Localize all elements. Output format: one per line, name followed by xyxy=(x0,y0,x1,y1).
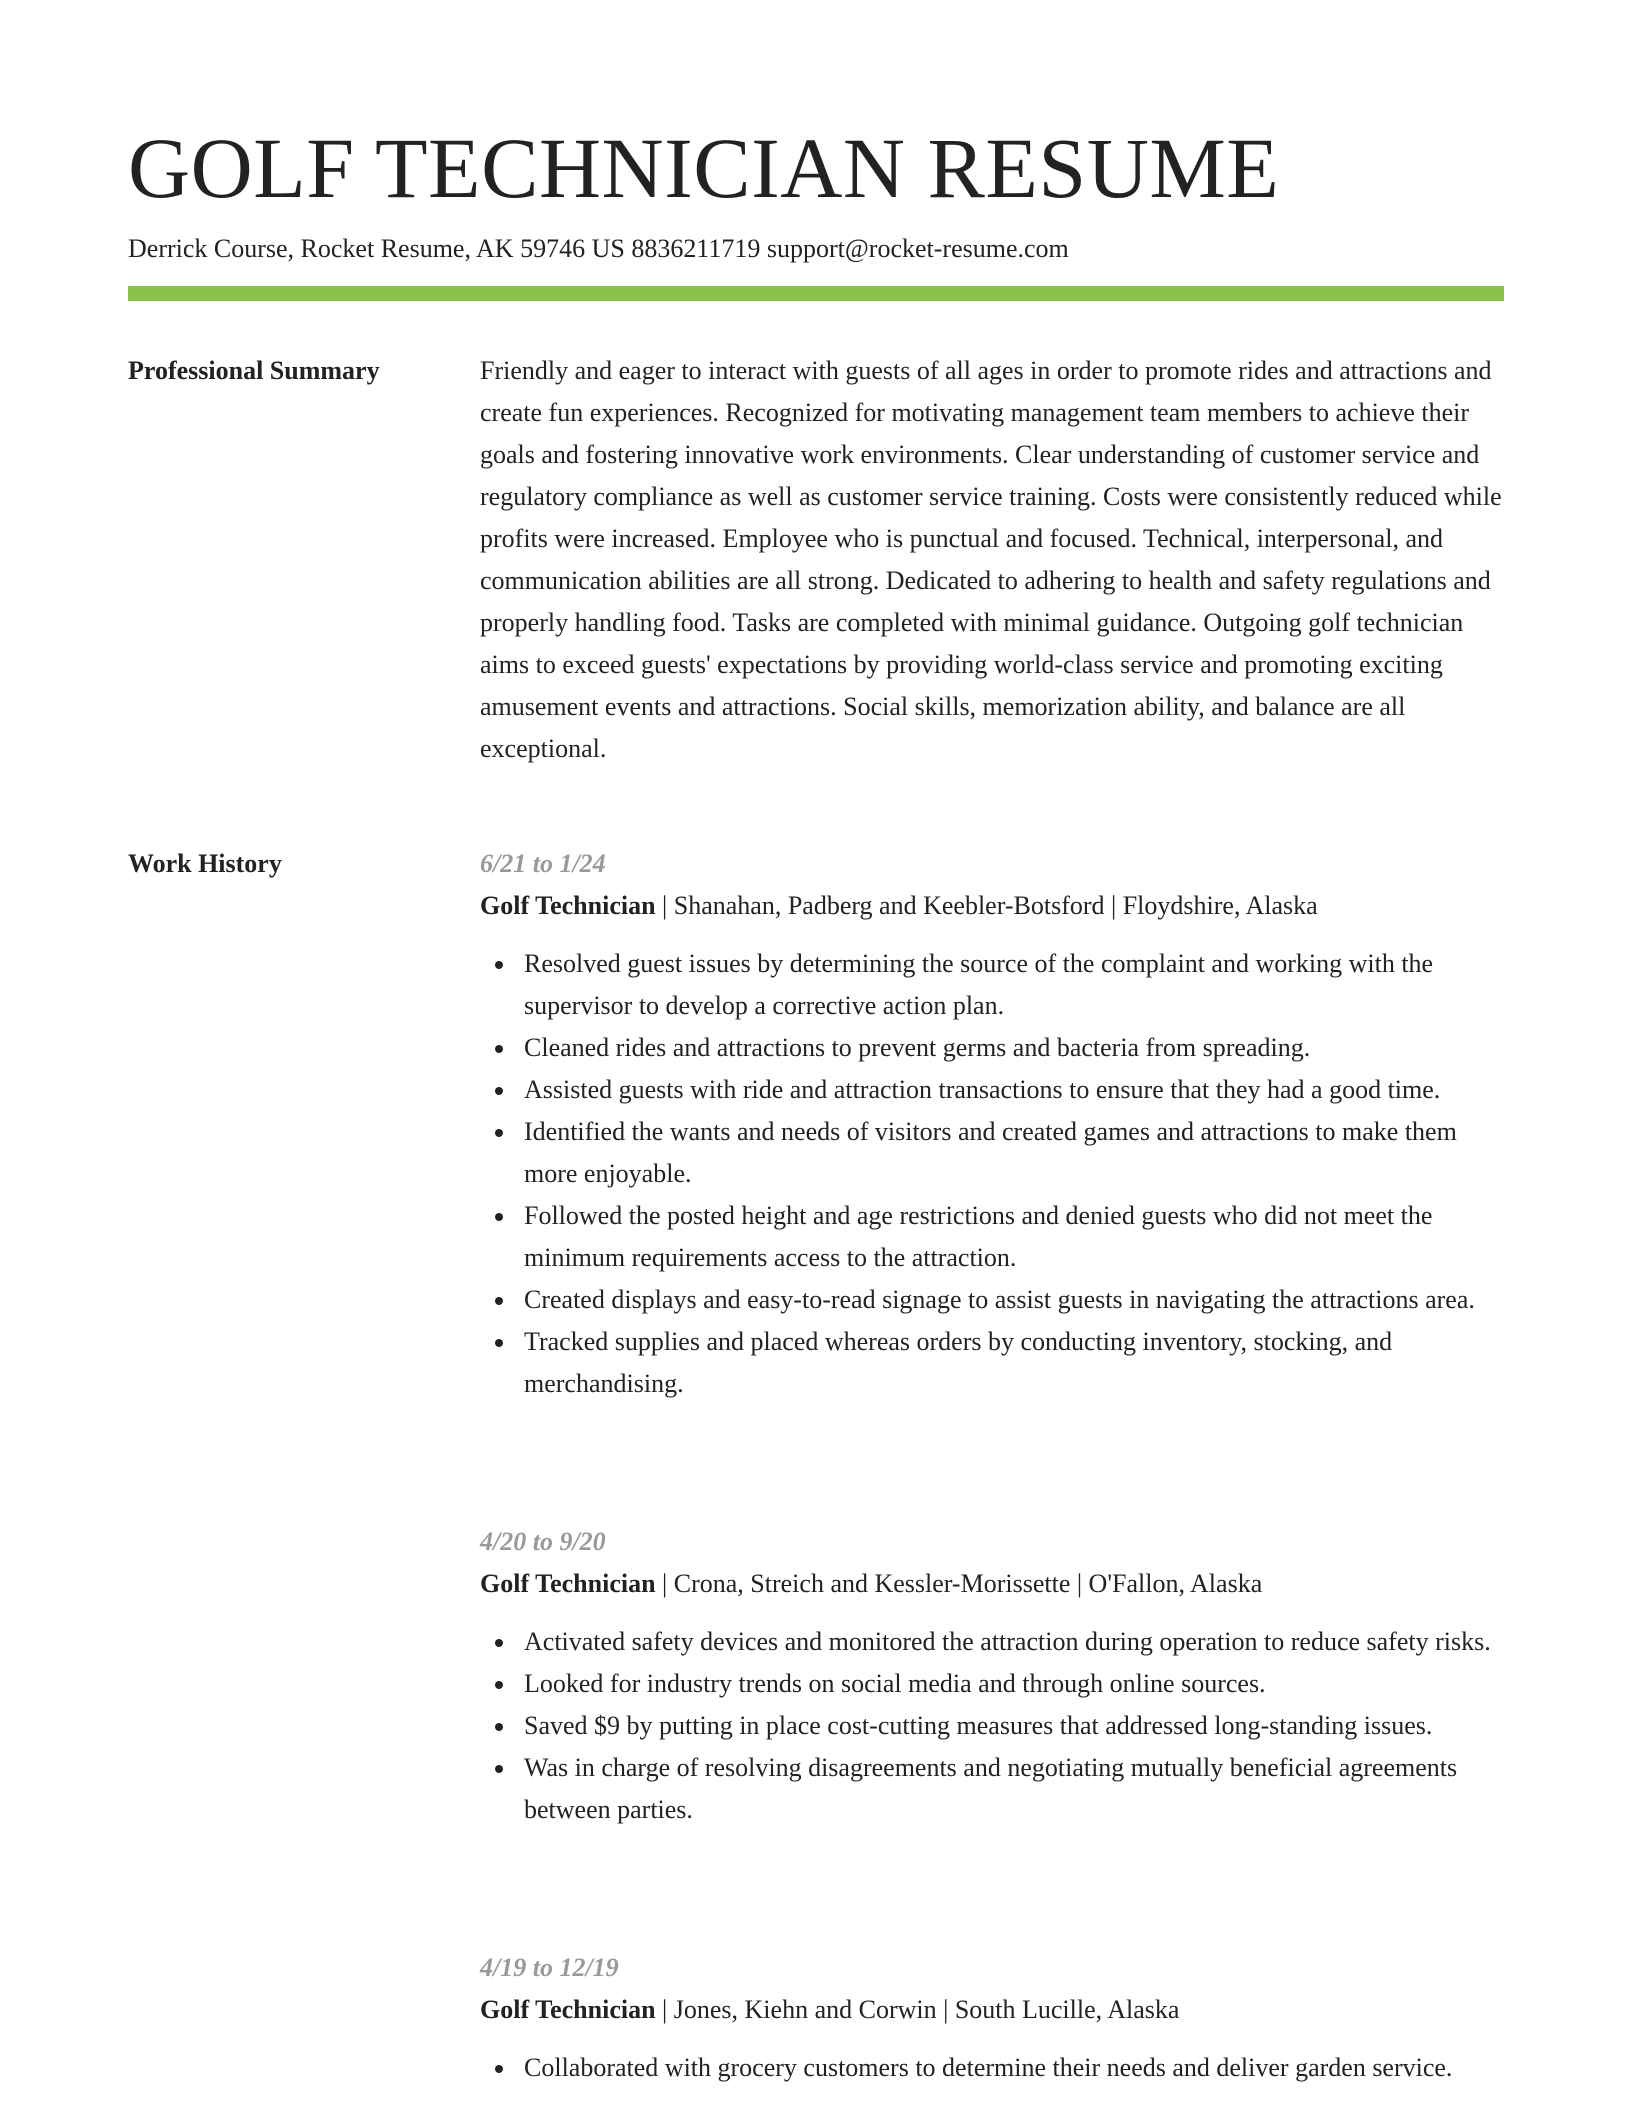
job-bullet: Activated safety devices and monitored the attraction during operation to reduce safety risks. xyxy=(480,1621,1504,1663)
job-heading xyxy=(480,1989,1504,2031)
job-bullet: Saved $9 by putting in place cost-cutting measures that addressed long-standing issues. xyxy=(480,1705,1504,1747)
job-bullet: Followed the posted height and age restrictions and denied guests who did not meet the minimum requirements access to the attraction. xyxy=(480,1195,1504,1279)
job-entry xyxy=(480,843,1504,1405)
job-dates: 4/20 to 9/20 xyxy=(480,1527,606,1556)
job-bullet: Collaborated with grocery customers to determine their needs and deliver garden service. xyxy=(480,2047,1504,2089)
job-bullet-list xyxy=(480,1621,1504,1831)
job-bullet: Identified the wants and needs of visitors and created games and attractions to make them more enjoyable. xyxy=(480,1111,1504,1195)
job-dates: 4/19 to 12/19 xyxy=(480,1953,619,1982)
resume-title: GOLF TECHNICIAN RESUME xyxy=(128,120,1280,216)
section-label-work-history: Work History xyxy=(128,849,282,878)
job-bullet: Resolved guest issues by determining the source of the complaint and working with the supervisor to develop a corrective action plan. xyxy=(480,943,1504,1027)
job-employer-location: | Jones, Kiehn and Corwin | South Lucille, Alaska xyxy=(655,1995,1180,2024)
job-bullet-list xyxy=(480,2047,1504,2089)
job-bullet: Tracked supplies and placed whereas orders by conducting inventory, stocking, and merchandising. xyxy=(480,1321,1504,1405)
job-bullet: Was in charge of resolving disagreements and negotiating mutually beneficial agreements between parties. xyxy=(480,1747,1504,1831)
job-employer-location: | Shanahan, Padberg and Keebler-Botsford | Floydshire, Alaska xyxy=(655,891,1318,920)
job-bullet: Created displays and easy-to-read signage to assist guests in navigating the attractions area. xyxy=(480,1279,1504,1321)
contact-line: Derrick Course, Rocket Resume, AK 59746 US 8836211719 support@rocket-resume.com xyxy=(128,234,1069,263)
job-title: Golf Technician xyxy=(480,891,656,920)
header-divider xyxy=(128,286,1504,301)
job-employer-location: | Crona, Streich and Kessler-Morissette | O'Fallon, Alaska xyxy=(655,1569,1263,1598)
job-heading xyxy=(480,1563,1504,1605)
job-dates: 6/21 to 1/24 xyxy=(480,849,606,878)
job-title: Golf Technician xyxy=(480,1995,656,2024)
job-bullet: Cleaned rides and attractions to prevent germs and bacteria from spreading. xyxy=(480,1027,1504,1069)
professional-summary-text: Friendly and eager to interact with guests of all ages in order to promote rides and attractions and create fun experiences. Recognized for motivating management team members to achieve their goals and fostering innovative work environments. Clear understanding of customer service and regulatory compliance as well as customer service training. Costs were consistently reduced while profits were increased. Employee who is punctual and focused. Technical, interpersonal, and communication abilities are all strong. Dedicated to adhering to health and safety regulations and properly handling food. Tasks are completed with minimal guidance. Outgoing golf technician aims to exceed guests' expectations by providing world-class service and promoting exciting amusement events and attractions. Social skills, memorization ability, and balance are all exceptional. xyxy=(480,356,1502,763)
job-bullet: Looked for industry trends on social media and through online sources. xyxy=(480,1663,1504,1705)
job-bullet-list xyxy=(480,943,1504,1405)
job-entry xyxy=(480,1947,1504,2089)
job-heading xyxy=(480,885,1504,927)
job-entry xyxy=(480,1521,1504,1831)
section-label-professional-summary: Professional Summary xyxy=(128,356,380,385)
job-title: Golf Technician xyxy=(480,1569,656,1598)
job-bullet: Assisted guests with ride and attraction transactions to ensure that they had a good time. xyxy=(480,1069,1504,1111)
